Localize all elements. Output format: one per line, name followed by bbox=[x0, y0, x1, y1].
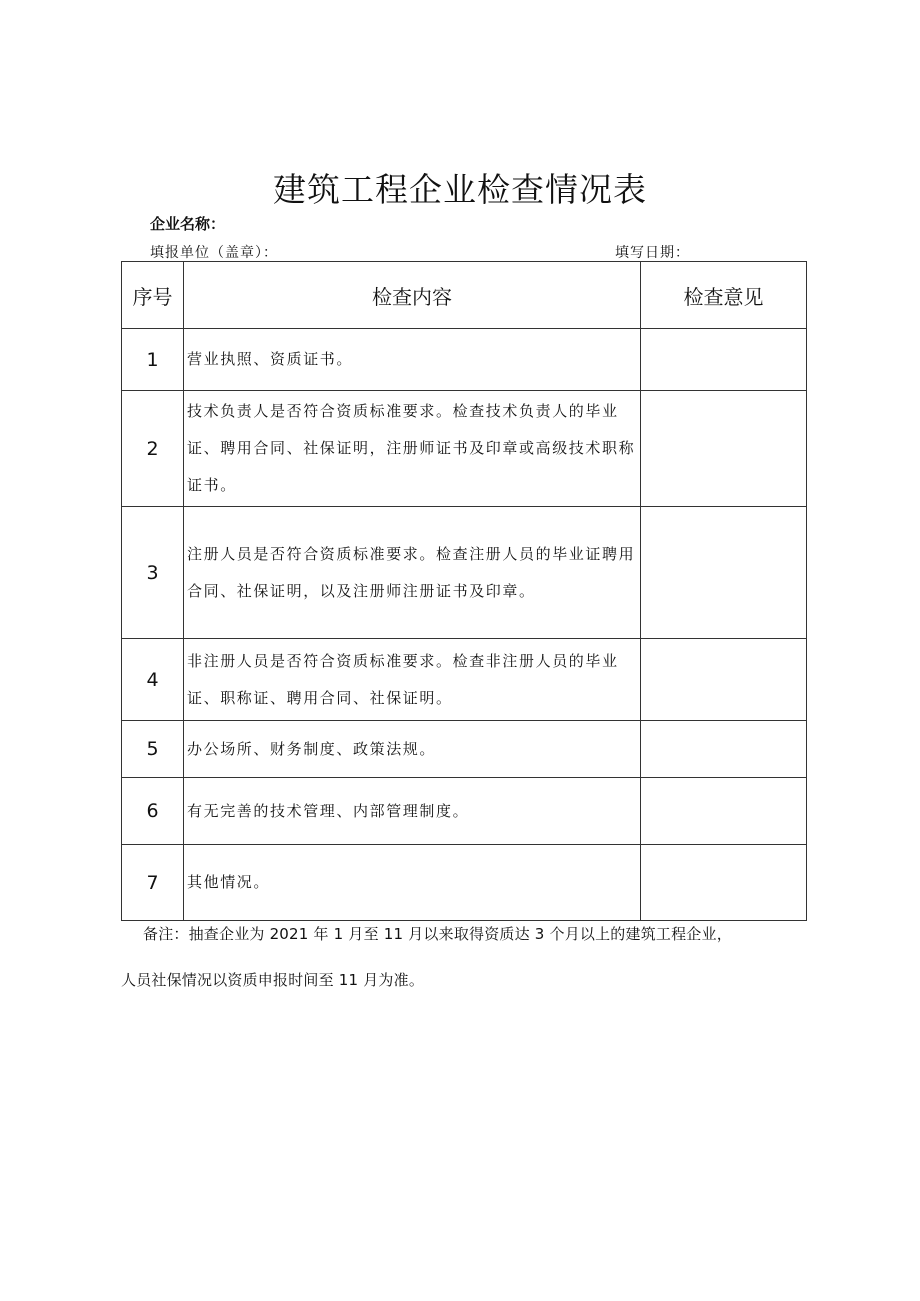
table-row bbox=[122, 845, 807, 921]
row-number: 6 bbox=[122, 778, 184, 845]
row-number: 3 bbox=[122, 507, 184, 639]
table-row bbox=[122, 639, 807, 721]
header-no: 序号 bbox=[122, 262, 184, 329]
table-header-row bbox=[122, 262, 807, 329]
row-opinion[interactable] bbox=[641, 507, 807, 639]
row-opinion[interactable] bbox=[641, 721, 807, 778]
table-row bbox=[122, 778, 807, 845]
row-content: 办公场所、财务制度、政策法规。 bbox=[184, 721, 641, 778]
table-row bbox=[122, 329, 807, 391]
fill-date-label: 填写日期： bbox=[615, 245, 690, 261]
row-content: 其他情况。 bbox=[184, 845, 641, 921]
row-opinion[interactable] bbox=[641, 329, 807, 391]
note-line-1: 备注：抽查企业为 2021 年 1 月至 11 月以来取得资质达 3 个月以上的建筑工程企业， bbox=[143, 925, 732, 943]
fill-unit-label: 填报单位（盖章）： bbox=[150, 245, 278, 261]
table-row bbox=[122, 391, 807, 507]
inspection-table bbox=[121, 261, 807, 921]
table-row bbox=[122, 721, 807, 778]
row-opinion[interactable] bbox=[641, 639, 807, 721]
note-line-2: 人员社保情况以资质申报时间至 11 月为准。 bbox=[121, 971, 425, 989]
row-number: 7 bbox=[122, 845, 184, 921]
header-content: 检查内容 bbox=[184, 262, 641, 329]
row-content: 营业执照、资质证书。 bbox=[184, 329, 641, 391]
row-opinion[interactable] bbox=[641, 391, 807, 507]
row-number: 5 bbox=[122, 721, 184, 778]
row-content: 技术负责人是否符合资质标准要求。检查技术负责人的毕业证、聘用合同、社保证明，注册师证书及印章或高级技术职称证书。 bbox=[184, 391, 641, 507]
table-row bbox=[122, 507, 807, 639]
row-number: 1 bbox=[122, 329, 184, 391]
row-number: 4 bbox=[122, 639, 184, 721]
company-name-label: 企业名称： bbox=[150, 215, 226, 233]
row-opinion[interactable] bbox=[641, 778, 807, 845]
row-content: 非注册人员是否符合资质标准要求。检查非注册人员的毕业证、职称证、聘用合同、社保证明。 bbox=[184, 639, 641, 721]
row-opinion[interactable] bbox=[641, 845, 807, 921]
row-content: 有无完善的技术管理、内部管理制度。 bbox=[184, 778, 641, 845]
document-title: 建筑工程企业检查情况表 bbox=[273, 170, 647, 209]
row-number: 2 bbox=[122, 391, 184, 507]
header-opinion: 检查意见 bbox=[641, 262, 807, 329]
row-content: 注册人员是否符合资质标准要求。检查注册人员的毕业证聘用合同、社保证明，以及注册师注册证书及印章。 bbox=[184, 507, 641, 639]
